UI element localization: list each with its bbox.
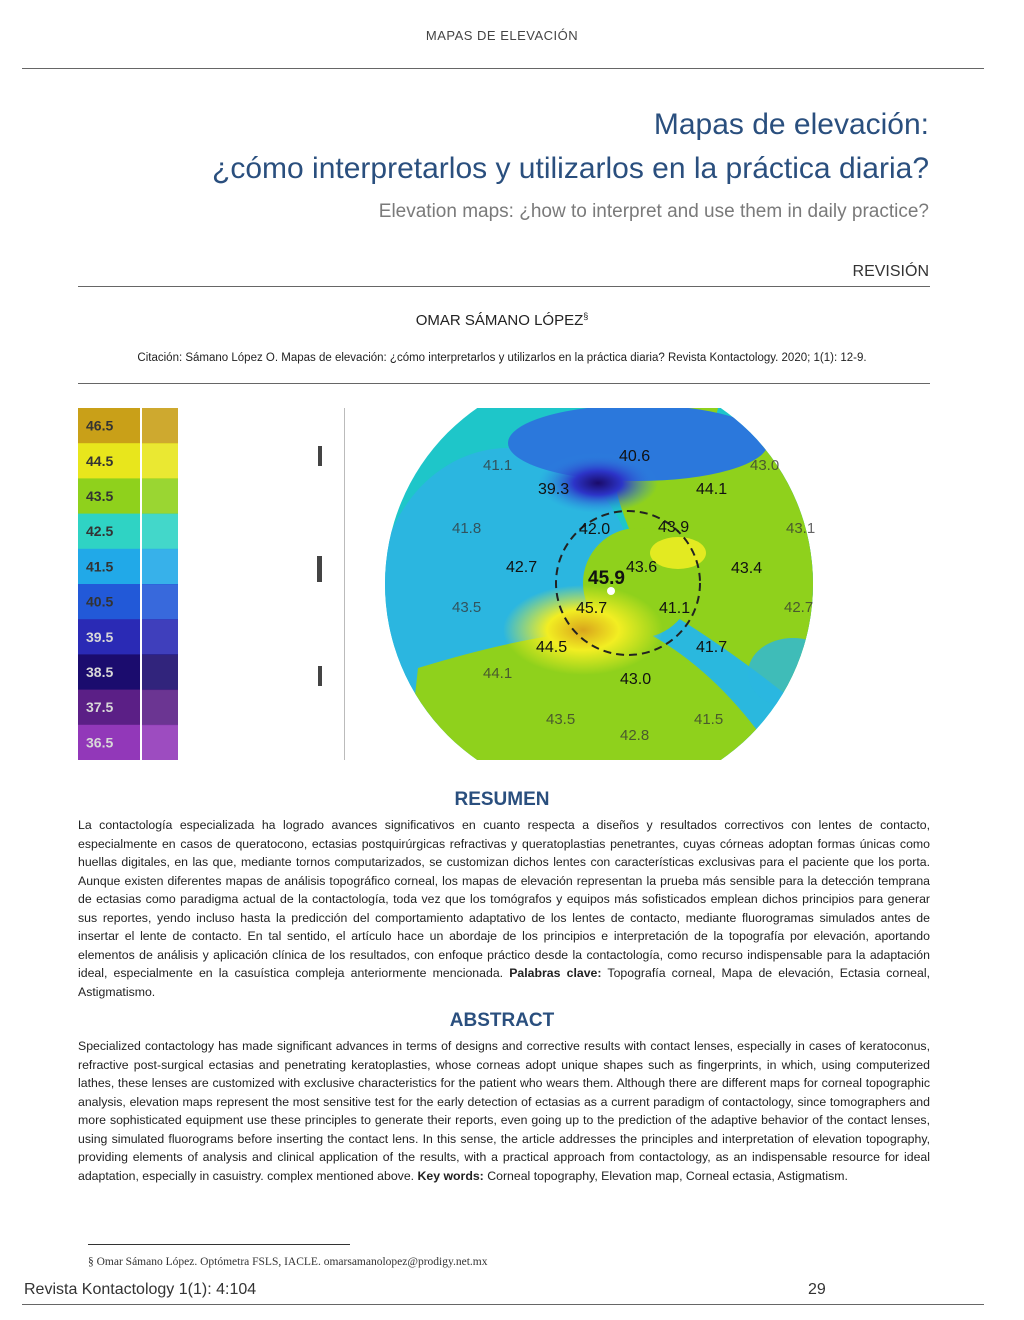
title-line1: Mapas de elevación:	[653, 108, 929, 141]
resumen-heading: RESUMEN	[454, 789, 550, 810]
page-number: 29	[808, 1281, 826, 1298]
resumen-text: La contactología especializada ha logrado avances significativos en cuanto respecta a diseños y resultados correctivos con lentes de contacto, especialmente en casos de queratocono, ectasias postquirúrgicas refractivas y queratoplastias penetrantes, cuyas córneas adoptan formas únicas como huellas digitales, en las que, mediante tornos computarizados, se customizan dichos lentes con características exclusivas para el paciente que los porta. Aunque existen diferentes mapas de análisis topográfico corneal, los mapas de elevación representan la prueba más sensible para la detección temprana de ectasias como paradigma actual de la contactología, toda vez que los tomógrafos y equipos más sofisticados emplean dichos principios para generar sus reportes, yendo incluso hasta la predicción del comportamiento adaptativo de los lentes de contacto, mediante fluorogramas simulados antes de insertar el lente de contacto. En tal sentido, el artículo hace un abordaje de los principios e interpretación de la topografía por elevación, aportando elementos de análisis y aplicación clínica de los resultados, con enfoque práctico desde la contactología, como recurso indispensable para la adaptación ideal, especialmente en la casuística compleja anteriormente mencionada.	[78, 818, 930, 980]
outer-value: 44.1	[483, 665, 513, 682]
abstract-keywords-label: Key words:	[417, 1168, 484, 1183]
map-value: 41.7	[696, 639, 728, 656]
scale-swatch-bar	[142, 408, 178, 444]
scale-swatch-bar	[142, 619, 178, 655]
abstract-text: Specialized contactology has made significant advances in terms of designs and corrective results with contact lenses, especially in cases of keratoconus, refractive post-surgical ectasias and penetrating keratoplasties, whose corneas adopt unique shapes such as fingerprints, in which, using computerized lathes, these lenses are customized with exclusive characteristics for the patient who wears them. Although there are different maps for corneal topographic analysis, elevation maps represent the most sensitive test for the early detection of ectasias as a current paradigm of contactology, since tomographers and more sophisticated equipment use these principles to generate their reports, even going up to the prediction of the adaptive behavior of the contact lenses, using simulated fluorograms before inserting the contact lens. In this sense, the article addresses the principles and interpretation of elevation topography, providing elements of analysis and clinical application of the results, with a practical approach from contactology, as an indispensable resource for ideal adaptation, especially in casuistry. complex mentioned above.	[78, 1039, 930, 1183]
map-value: 40.6	[619, 448, 651, 465]
footer-journal: Revista Kontactology 1(1): 4:104	[24, 1281, 257, 1298]
map-value: 43.9	[658, 519, 690, 536]
elevation-map-figure	[78, 408, 930, 760]
scale-label: 36.5	[86, 734, 114, 751]
scale-swatch-bar	[142, 478, 178, 514]
subtitle: Elevation maps: ¿how to interpret and use them in daily practice?	[378, 201, 929, 222]
outer-value: 43.5	[546, 711, 576, 728]
scale-label: 39.5	[86, 628, 114, 645]
citation-rule	[78, 383, 930, 384]
scale-label: 37.5	[86, 699, 114, 716]
map-value: 44.1	[696, 481, 728, 498]
resumen-keywords: Topografía corneal, Mapa de elevación, Ectasia corneal, Astigmatismo.	[78, 966, 930, 999]
scale-swatch-bar	[142, 443, 178, 479]
abstract-keywords: Corneal topography, Elevation map, Corneal ectasia, Astigmatism.	[487, 1168, 848, 1183]
corneal-map	[378, 408, 930, 760]
map-value: 42.7	[506, 559, 538, 576]
citation: Citación: Sámano López O. Mapas de elevación: ¿cómo interpretarlos y utilizarlos en la práctica diaria? Revista Kontactology. 2020; 1(1): 12-9.	[137, 352, 867, 364]
resumen-body	[78, 816, 930, 1001]
scale-swatch-bar	[142, 654, 178, 690]
title-rule	[78, 286, 930, 287]
header-rule	[22, 68, 984, 69]
section-type: REVISIÓN	[852, 263, 929, 280]
scale-swatch-bar	[142, 725, 178, 760]
outer-value: 41.1	[483, 457, 513, 474]
scale-label: 38.5	[86, 664, 114, 680]
outer-value: 41.5	[694, 711, 724, 728]
author	[0, 311, 1004, 329]
map-value-peak: 45.9	[588, 568, 625, 589]
scale-swatch-bar	[142, 690, 178, 726]
running-head: MAPAS DE ELEVACIÓN	[425, 28, 579, 43]
map-value: 41.1	[659, 600, 691, 617]
outer-value: 43.5	[452, 599, 482, 616]
color-scale	[78, 408, 178, 760]
outer-value: 41.8	[452, 520, 482, 537]
author-name: OMAR SÁMANO LÓPEZ	[415, 312, 584, 329]
outer-value: 43.1	[786, 520, 816, 537]
resumen-keywords-label: Palabras clave:	[509, 966, 602, 980]
map-value: 43.0	[620, 671, 652, 688]
scale-label: 40.5	[86, 593, 114, 610]
author-mark: §	[583, 311, 589, 321]
abstract-body	[78, 1037, 930, 1185]
scale-swatch-bar	[142, 549, 178, 585]
map-value: 42.0	[579, 521, 611, 538]
footer-rule	[22, 1304, 984, 1305]
outer-value: 43.0	[750, 457, 780, 474]
scale-label: 43.5	[86, 488, 114, 504]
elevation-map-svg	[78, 408, 930, 760]
map-value: 44.5	[536, 639, 568, 656]
map-value: 43.6	[626, 559, 658, 576]
scale-label: 42.5	[86, 523, 114, 540]
scale-swatch-bar	[142, 514, 178, 550]
footnote: § Omar Sámano López. Optómetra FSLS, IACLE. omarsamanolopez@prodigy.net.mx	[88, 1256, 488, 1268]
footnote-rule	[88, 1244, 350, 1245]
map-value: 39.3	[538, 481, 570, 498]
scale-label: 46.5	[86, 417, 114, 434]
tick-marks	[317, 408, 345, 760]
outer-value: 42.7	[784, 599, 814, 616]
scale-label: 44.5	[86, 452, 114, 469]
title-line2: ¿cómo interpretarlos y utilizarlos en la práctica diaria?	[212, 152, 929, 185]
outer-value: 42.8	[620, 727, 650, 744]
map-value: 43.4	[731, 560, 763, 577]
map-value: 45.7	[576, 600, 608, 617]
abstract-heading: ABSTRACT	[449, 1010, 555, 1031]
scale-swatch-bar	[142, 584, 178, 620]
scale-label: 41.5	[86, 558, 114, 575]
